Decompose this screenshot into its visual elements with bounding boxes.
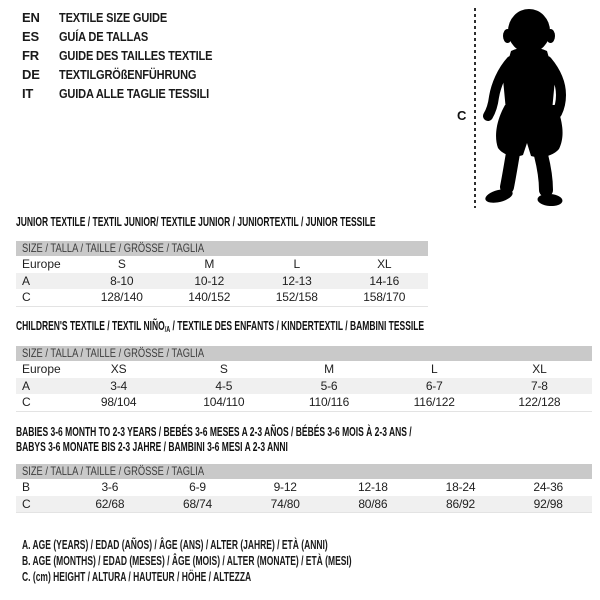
size-value-cell: 128/140 (100, 290, 143, 304)
language-guide (22, 8, 239, 103)
height-measure-label: C (457, 108, 467, 123)
size-value-cell: 8-10 (110, 273, 134, 288)
size-value-cell: 74/80 (270, 496, 300, 511)
row-label-cell: A (22, 273, 31, 288)
table-title-text (16, 440, 288, 455)
row-label-cell: B (22, 480, 31, 494)
size-value-cell: M (204, 257, 215, 271)
table-row (16, 378, 592, 395)
size-value-cell: S (117, 257, 126, 271)
title-segment: BABYS 3-6 MONATE BIS 2-3 JAHRE / BAMBINI 3-6 MESI A 2-3 ANNI (16, 440, 288, 454)
table-title-text (16, 320, 424, 336)
title-segment: CHILDREN'S TEXTILE / TEXTIL NIÑO (16, 319, 165, 333)
language-code: FR (22, 48, 39, 63)
table-title-text (16, 216, 376, 228)
size-value-cell: S (219, 362, 228, 376)
language-row (22, 46, 239, 65)
size-value-cell: 10-12 (194, 273, 225, 288)
table-size-header (16, 464, 592, 479)
size-value-cell: 68/74 (182, 496, 213, 511)
size-value-cell: 152/158 (275, 290, 318, 304)
language-code: ES (22, 29, 39, 44)
size-value-cell: 140/152 (188, 290, 231, 304)
size-figure (455, 5, 595, 215)
footnote-text: C. (cm) HEIGHT / ALTURA / HAUTEUR / HÖHE / ALTEZZA (22, 570, 252, 584)
table-row (16, 361, 592, 378)
table-row (16, 289, 428, 306)
height-measure-line (474, 8, 476, 208)
size-header-label: SIZE / TALLA / TAILLE / GRÖSSE / TAGLIA (22, 464, 205, 478)
size-value-cell: 12-18 (358, 480, 388, 494)
size-value-cell: 158/170 (363, 290, 406, 304)
size-value-cell: XS (110, 362, 127, 376)
table-title (16, 320, 592, 332)
size-value-cell: L (293, 257, 300, 271)
table-row (16, 273, 428, 290)
size-value-cell: 98/104 (100, 395, 137, 409)
language-row (22, 84, 239, 103)
size-value-cell: 80/86 (358, 496, 388, 511)
language-label: TEXTILE SIZE GUIDE (59, 10, 168, 25)
children-table-section (16, 320, 592, 412)
table-title-line (16, 440, 592, 455)
table-row (16, 394, 592, 411)
size-value-cell: M (324, 362, 334, 376)
babies-table-section (16, 425, 592, 513)
junior-table-section (16, 216, 428, 307)
footnotes (22, 537, 507, 585)
language-row (22, 8, 239, 27)
size-table (16, 464, 592, 513)
footnote-text: A. AGE (YEARS) / EDAD (AÑOS) / ÂGE (ANS) / ALTER (JAHRE) / ETÀ (ANNI) (22, 538, 328, 552)
table-title-line (16, 216, 428, 228)
language-code: EN (22, 10, 40, 25)
language-label: GUIDA ALLE TAGLIE TESSILI (59, 86, 210, 101)
size-value-cell: 9-12 (273, 480, 297, 494)
language-row (22, 65, 239, 84)
table-title-line (16, 425, 592, 440)
size-value-cell: 3-6 (101, 480, 119, 494)
row-label-cell: Europe (22, 257, 61, 271)
language-label: TEXTILGRÖßENFÜHRUNG (59, 67, 197, 82)
size-value-cell: 122/128 (518, 395, 561, 409)
size-header-label: SIZE / TALLA / TAILLE / GRÖSSE / TAGLIA (22, 241, 205, 255)
size-value-cell: XL (532, 362, 547, 376)
table-row (16, 479, 592, 496)
size-value-cell: L (430, 362, 438, 376)
table-title (16, 216, 428, 228)
footnote-line (22, 569, 507, 585)
size-value-cell: 4-5 (215, 378, 233, 393)
size-value-cell: 6-7 (425, 378, 443, 393)
row-label-cell: A (22, 378, 31, 393)
title-subscript: /A (164, 325, 171, 334)
language-label: GUÍA DE TALLAS (59, 29, 149, 44)
table-row (16, 256, 428, 273)
table-title-text (16, 425, 412, 440)
table-title (16, 425, 592, 455)
size-value-cell: 110/116 (308, 395, 350, 409)
size-value-cell: 5-6 (320, 378, 338, 393)
table-size-header (16, 241, 428, 256)
row-label-cell: C (22, 395, 31, 409)
language-row (22, 27, 239, 46)
size-value-cell: 3-4 (110, 378, 127, 393)
footnote-text: B. AGE (MONTHS) / EDAD (MESES) / ÂGE (MOIS) / ALTER (MONATE) / ETÀ (MESI) (22, 554, 352, 568)
size-value-cell: 7-8 (531, 378, 548, 393)
size-value-cell: 116/122 (413, 395, 455, 409)
size-value-cell: 92/98 (533, 496, 563, 511)
language-code: DE (22, 67, 40, 82)
size-value-cell: 104/110 (203, 395, 245, 409)
row-label-cell: Europe (22, 362, 61, 376)
size-value-cell: 14-16 (369, 273, 400, 288)
size-value-cell: 24-36 (533, 480, 564, 494)
table-size-header (16, 346, 592, 361)
title-segment: BABIES 3-6 MONTH TO 2-3 YEARS / BEBÉS 3-6 MESES A 2-3 AÑOS / BÉBÉS 3-6 MOIS À 2-3 ANS / (16, 425, 412, 439)
size-value-cell: 86/92 (446, 496, 476, 511)
size-value-cell: XL (377, 257, 392, 271)
size-value-cell: 62/68 (95, 496, 125, 511)
row-label-cell: C (22, 290, 31, 304)
title-segment: / TEXTILE DES ENFANTS / KINDERTEXTIL / BAMBINI TESSILE (170, 319, 425, 333)
language-label: GUIDE DES TAILLES TEXTILE (59, 48, 213, 63)
row-label-cell: C (22, 496, 31, 511)
footnote-line (22, 553, 507, 569)
table-row (16, 496, 592, 513)
language-code: IT (22, 86, 34, 101)
size-table (16, 346, 592, 412)
size-value-cell: 18-24 (445, 480, 476, 494)
baby-silhouette-icon (481, 7, 589, 211)
size-value-cell: 12-13 (281, 273, 312, 288)
size-value-cell: 6-9 (189, 480, 206, 494)
size-header-label: SIZE / TALLA / TAILLE / GRÖSSE / TAGLIA (22, 346, 205, 360)
size-table (16, 241, 428, 307)
table-title-line (16, 320, 592, 332)
footnote-line (22, 537, 507, 553)
title-segment: JUNIOR TEXTILE / TEXTIL JUNIOR/ TEXTILE JUNIOR / JUNIORTEXTIL / JUNIOR TESSILE (16, 215, 376, 229)
